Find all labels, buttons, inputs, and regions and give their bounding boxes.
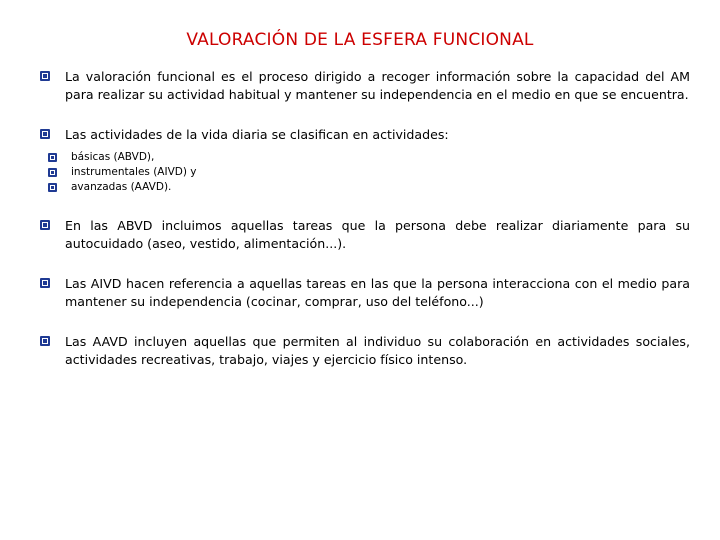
bullet-text: En las ABVD incluimos aquellas tareas que la persona debe realizar diariamente para su autocuidado (aseo, vestido, alimentación...). (65, 218, 690, 251)
sub-bullet-text: básicas (ABVD), (71, 151, 155, 163)
bullet-list (40, 68, 690, 369)
sub-bullet-list (48, 150, 690, 195)
checkbox-bullet-icon (40, 336, 50, 346)
checkbox-bullet-icon (40, 278, 50, 288)
bullet-item (40, 217, 690, 253)
checkbox-bullet-icon (48, 153, 57, 162)
checkbox-bullet-icon (40, 129, 50, 139)
bullet-item (40, 68, 690, 104)
sub-bullet-item (48, 180, 690, 195)
bullet-text: La valoración funcional es el proceso dirigido a recoger información sobre la capacidad del AM para realizar su actividad habitual y mantener su independencia en el medio en que se encuentra. (65, 69, 690, 102)
checkbox-bullet-icon (40, 220, 50, 230)
sub-bullet-text: instrumentales (AIVD) y (71, 166, 197, 178)
bullet-text: Las AIVD hacen referencia a aquellas tareas en las que la persona interacciona con el medio para mantener su independencia (cocinar, comprar, uso del teléfono...) (65, 276, 690, 309)
bullet-text: Las AAVD incluyen aquellas que permiten al individuo su colaboración en actividades sociales, actividades recreativas, trabajo, viajes y ejercicio físico intenso. (65, 334, 690, 367)
slide-title: VALORACIÓN DE LA ESFERA FUNCIONAL (186, 30, 534, 50)
sub-bullet-item (48, 150, 690, 165)
bullet-text: Las actividades de la vida diaria se clasifican en actividades: (65, 127, 449, 142)
bullet-item (40, 333, 690, 369)
bullet-item (40, 275, 690, 311)
bullet-item (40, 126, 690, 144)
sub-bullet-item (48, 165, 690, 180)
checkbox-bullet-icon (48, 168, 57, 177)
sub-bullet-text: avanzadas (AAVD). (71, 181, 172, 193)
checkbox-bullet-icon (40, 71, 50, 81)
checkbox-bullet-icon (48, 183, 57, 192)
